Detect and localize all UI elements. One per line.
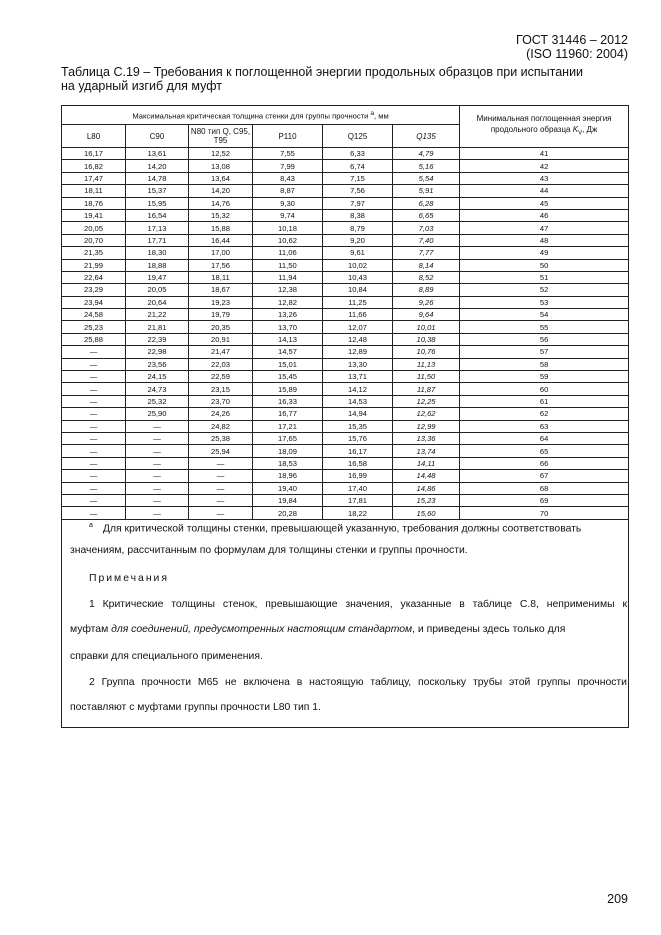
- energy-header-text: Минимальная поглощенная энергия продольного образца: [476, 114, 612, 135]
- table-cell: —: [62, 371, 126, 383]
- table-cell: 7,77: [393, 247, 460, 259]
- column-header-n80: N80 тип Q, C95, T95: [189, 125, 253, 148]
- page-number: 209: [607, 892, 628, 906]
- table-cell: 25,38: [189, 432, 253, 444]
- table-cell: 12,82: [253, 296, 323, 308]
- table-cell: 55: [460, 321, 629, 333]
- table-row: [62, 333, 629, 345]
- table-cell: 17,81: [323, 494, 393, 506]
- note1-line3: справки для специального применения.: [70, 651, 263, 662]
- table-row: [62, 358, 629, 370]
- table-cell: —: [189, 457, 253, 469]
- table-cell: 21,99: [62, 259, 126, 271]
- table-cell: 16,17: [323, 445, 393, 457]
- table-cell: —: [189, 494, 253, 506]
- table-cell: 13,64: [189, 172, 253, 184]
- table-cell: 16,54: [126, 209, 189, 221]
- table-row: [62, 494, 629, 506]
- table-cell: —: [62, 494, 126, 506]
- column-header-c90: C90: [126, 125, 189, 148]
- table-cell: 13,71: [323, 371, 393, 383]
- table-row: [62, 148, 629, 160]
- table-cell: 47: [460, 222, 629, 234]
- table-row: [62, 259, 629, 271]
- table-cell: 63: [460, 420, 629, 432]
- table-cell: 18,96: [253, 470, 323, 482]
- table-cell: 18,30: [126, 247, 189, 259]
- table-cell: 14,13: [253, 333, 323, 345]
- footnote-mark: а: [89, 522, 93, 529]
- table-cell: —: [126, 445, 189, 457]
- table-cell: 54: [460, 309, 629, 321]
- table-cell: 7,15: [323, 172, 393, 184]
- table-cell: 11,50: [253, 259, 323, 271]
- table-cell: —: [62, 420, 126, 432]
- table-cell: 41: [460, 148, 629, 160]
- column-header-q125: Q125: [323, 125, 393, 148]
- footnote-line2: значениям, рассчитанным по формулам для толщины стенки и группы прочности.: [70, 545, 468, 556]
- table-cell: 19,84: [253, 494, 323, 506]
- table-cell: 6,65: [393, 209, 460, 221]
- table-cell: 11,25: [323, 296, 393, 308]
- table-cell: 17,56: [189, 259, 253, 271]
- table-cell: 18,67: [189, 284, 253, 296]
- table-cell: 25,94: [189, 445, 253, 457]
- table-cell: 10,62: [253, 234, 323, 246]
- table-cell: 14,57: [253, 346, 323, 358]
- table-cell: 53: [460, 296, 629, 308]
- group-header-unit: , мм: [374, 111, 389, 121]
- table-cell: —: [126, 470, 189, 482]
- table-cell: 24,82: [189, 420, 253, 432]
- group-header-footnote: а: [370, 109, 375, 117]
- table-cell: 10,38: [393, 333, 460, 345]
- energy-column-header: [460, 106, 629, 148]
- table-cell: 15,45: [253, 371, 323, 383]
- table-cell: 70: [460, 507, 629, 519]
- table-row: [62, 209, 629, 221]
- table-cell: —: [189, 470, 253, 482]
- table-cell: 44: [460, 185, 629, 197]
- table-cell: 16,99: [323, 470, 393, 482]
- table-cell: —: [62, 470, 126, 482]
- table-cell: 12,38: [253, 284, 323, 296]
- table-cell: 17,21: [253, 420, 323, 432]
- table-cell: 21,81: [126, 321, 189, 333]
- table-cell: 14,53: [323, 395, 393, 407]
- table-cell: 8,43: [253, 172, 323, 184]
- table-cell: 19,40: [253, 482, 323, 494]
- table-cell: 66: [460, 457, 629, 469]
- table-title: [61, 65, 631, 93]
- table-cell: 50: [460, 259, 629, 271]
- table-cell: 15,37: [126, 185, 189, 197]
- table-cell: 68: [460, 482, 629, 494]
- table-row: [62, 408, 629, 420]
- table-cell: 9,20: [323, 234, 393, 246]
- table-cell: 17,65: [253, 432, 323, 444]
- table-row: [62, 470, 629, 482]
- table-cell: 23,94: [62, 296, 126, 308]
- table-row: [62, 247, 629, 259]
- table-cell: 18,09: [253, 445, 323, 457]
- table-cell: 12,99: [393, 420, 460, 432]
- table-row: [62, 383, 629, 395]
- note1-line2-a: муфтам: [70, 624, 112, 635]
- table-cell: 17,13: [126, 222, 189, 234]
- note2-line1: 2 Группа прочности М65 не включена в настоящую таблицу, поскольку трубы этой группы прочности: [89, 677, 627, 688]
- table-cell: 16,17: [62, 148, 126, 160]
- table-cell: 17,00: [189, 247, 253, 259]
- table-cell: 11,06: [253, 247, 323, 259]
- table-cell: —: [189, 482, 253, 494]
- table-cell: 23,29: [62, 284, 126, 296]
- table-row: [62, 371, 629, 383]
- table-cell: 9,64: [393, 309, 460, 321]
- table-row: [62, 271, 629, 283]
- note1-line1: 1 Критические толщины стенок, превышающие значения, указанные в таблице С.8, неприменимы к: [89, 599, 627, 610]
- table-cell: 61: [460, 395, 629, 407]
- table-cell: 20,91: [189, 333, 253, 345]
- table-cell: 5,16: [393, 160, 460, 172]
- table-cell: 60: [460, 383, 629, 395]
- table-cell: 16,82: [62, 160, 126, 172]
- table-cell: 22,64: [62, 271, 126, 283]
- table-cell: 25,23: [62, 321, 126, 333]
- table-row: [62, 172, 629, 184]
- table-cell: 7,55: [253, 148, 323, 160]
- table-cell: —: [126, 420, 189, 432]
- table-cell: 16,77: [253, 408, 323, 420]
- table-cell: 48: [460, 234, 629, 246]
- table-cell: —: [126, 432, 189, 444]
- table-cell: 15,88: [189, 222, 253, 234]
- table-cell: 19,23: [189, 296, 253, 308]
- table-cell: 7,97: [323, 197, 393, 209]
- table-cell: 20,05: [62, 222, 126, 234]
- table-cell: 15,23: [393, 494, 460, 506]
- table-cell: —: [126, 457, 189, 469]
- table-row: [62, 185, 629, 197]
- table-cell: 23,70: [189, 395, 253, 407]
- table-cell: 15,89: [253, 383, 323, 395]
- table-cell: 20,70: [62, 234, 126, 246]
- footnote: [89, 522, 581, 534]
- table-cell: 15,60: [393, 507, 460, 519]
- thickness-group-header: [62, 106, 460, 125]
- table-cell: 20,05: [126, 284, 189, 296]
- table-cell: 13,08: [189, 160, 253, 172]
- table-cell: 59: [460, 371, 629, 383]
- table-cell: 11,87: [393, 383, 460, 395]
- table-cell: 10,43: [323, 271, 393, 283]
- table-cell: 20,35: [189, 321, 253, 333]
- table-cell: 14,78: [126, 172, 189, 184]
- table-cell: 45: [460, 197, 629, 209]
- energy-var: K: [572, 125, 579, 135]
- table-cell: 18,88: [126, 259, 189, 271]
- table-row: [62, 507, 629, 519]
- table-cell: 8,52: [393, 271, 460, 283]
- table-cell: 22,03: [189, 358, 253, 370]
- table-cell: 15,01: [253, 358, 323, 370]
- table-row: [62, 445, 629, 457]
- table-cell: 7,56: [323, 185, 393, 197]
- table-cell: —: [62, 482, 126, 494]
- table-cell: 17,47: [62, 172, 126, 184]
- note1-line2-italic: для соединений, предусмотренных настоящим стандартом: [111, 624, 413, 635]
- table-cell: 9,30: [253, 197, 323, 209]
- table-cell: 21,22: [126, 309, 189, 321]
- energy-sub: V: [578, 130, 583, 137]
- table-cell: 13,36: [393, 432, 460, 444]
- table-cell: 22,98: [126, 346, 189, 358]
- table-cell: 16,44: [189, 234, 253, 246]
- table-row: [62, 346, 629, 358]
- table-cell: 13,26: [253, 309, 323, 321]
- document-header: [516, 33, 628, 61]
- table-cell: 14,48: [393, 470, 460, 482]
- table-cell: 64: [460, 432, 629, 444]
- table-cell: 10,84: [323, 284, 393, 296]
- table-row: [62, 284, 629, 296]
- table-cell: 25,88: [62, 333, 126, 345]
- table-cell: 7,40: [393, 234, 460, 246]
- table-cell: 56: [460, 333, 629, 345]
- table-cell: 21,35: [62, 247, 126, 259]
- table-cell: 8,87: [253, 185, 323, 197]
- table-cell: 17,71: [126, 234, 189, 246]
- table-cell: —: [62, 445, 126, 457]
- group-header-text: Максимальная критическая толщина стенки для группы прочности: [132, 111, 371, 121]
- table-cell: 46: [460, 209, 629, 221]
- table-cell: 7,03: [393, 222, 460, 234]
- table-row: [62, 420, 629, 432]
- table-cell: 19,47: [126, 271, 189, 283]
- table-cell: 12,25: [393, 395, 460, 407]
- table-cell: 14,20: [189, 185, 253, 197]
- table-cell: 7,99: [253, 160, 323, 172]
- table-cell: 69: [460, 494, 629, 506]
- table-cell: 67: [460, 470, 629, 482]
- table-cell: —: [62, 358, 126, 370]
- table-cell: —: [62, 346, 126, 358]
- table-cell: 16,58: [323, 457, 393, 469]
- table-cell: 12,89: [323, 346, 393, 358]
- table-cell: 18,53: [253, 457, 323, 469]
- table-cell: 20,64: [126, 296, 189, 308]
- energy-unit: , Дж: [582, 125, 598, 135]
- table-cell: 15,76: [323, 432, 393, 444]
- table-cell: 16,33: [253, 395, 323, 407]
- table-cell: 24,73: [126, 383, 189, 395]
- table-cell: 52: [460, 284, 629, 296]
- table-cell: —: [126, 494, 189, 506]
- table-cell: 13,61: [126, 148, 189, 160]
- table-row: [62, 234, 629, 246]
- table-cell: 25,90: [126, 408, 189, 420]
- table-cell: 9,61: [323, 247, 393, 259]
- table-cell: 14,12: [323, 383, 393, 395]
- table-cell: 18,11: [189, 271, 253, 283]
- table-cell: 5,91: [393, 185, 460, 197]
- table-cell: 14,94: [323, 408, 393, 420]
- table-cell: 23,56: [126, 358, 189, 370]
- table-cell: 23,15: [189, 383, 253, 395]
- table-cell: 8,79: [323, 222, 393, 234]
- note1-line2-c: , и приведены здесь только для: [412, 624, 566, 635]
- table-cell: 21,47: [189, 346, 253, 358]
- table-cell: 15,35: [323, 420, 393, 432]
- table-cell: 65: [460, 445, 629, 457]
- table-cell: 24,58: [62, 309, 126, 321]
- table-cell: 58: [460, 358, 629, 370]
- table-cell: 57: [460, 346, 629, 358]
- table-cell: 22,39: [126, 333, 189, 345]
- standard-number: ГОСТ 31446 – 2012: [516, 33, 628, 47]
- table-cell: 15,95: [126, 197, 189, 209]
- table-row: [62, 296, 629, 308]
- table-cell: 25,32: [126, 395, 189, 407]
- table-cell: —: [189, 507, 253, 519]
- note1-line2: [70, 624, 565, 635]
- table-cell: —: [62, 383, 126, 395]
- column-header-l80: L80: [62, 125, 126, 148]
- table-cell: 10,18: [253, 222, 323, 234]
- table-cell: 14,86: [393, 482, 460, 494]
- table-cell: 8,89: [393, 284, 460, 296]
- table-cell: 10,02: [323, 259, 393, 271]
- table-cell: 18,11: [62, 185, 126, 197]
- table-cell: 12,62: [393, 408, 460, 420]
- table-cell: 43: [460, 172, 629, 184]
- table-cell: 17,40: [323, 482, 393, 494]
- table-cell: 13,74: [393, 445, 460, 457]
- table-cell: —: [62, 457, 126, 469]
- table-cell: —: [62, 395, 126, 407]
- iso-reference: (ISO 11960: 2004): [526, 47, 628, 61]
- table-row: [62, 395, 629, 407]
- table-row: [62, 222, 629, 234]
- table-cell: —: [126, 507, 189, 519]
- table-cell: 19,79: [189, 309, 253, 321]
- table-title-line1: Таблица С.19 – Требования к поглощенной энергии продольных образцов при испытании: [61, 65, 584, 79]
- table-cell: 62: [460, 408, 629, 420]
- table-cell: 6,33: [323, 148, 393, 160]
- table-row: [62, 482, 629, 494]
- table-cell: 13,70: [253, 321, 323, 333]
- table-cell: 9,26: [393, 296, 460, 308]
- table-row: [62, 321, 629, 333]
- table-cell: 14,76: [189, 197, 253, 209]
- table-cell: 22,59: [189, 371, 253, 383]
- notes-heading: Примечания: [89, 573, 169, 584]
- table-cell: 10,01: [393, 321, 460, 333]
- table-row: [62, 309, 629, 321]
- table-cell: 12,07: [323, 321, 393, 333]
- column-header-q135: Q135: [393, 125, 460, 148]
- table-cell: 11,13: [393, 358, 460, 370]
- table-cell: 18,76: [62, 197, 126, 209]
- table-cell: —: [62, 408, 126, 420]
- table-cell: 12,48: [323, 333, 393, 345]
- table-cell: —: [62, 507, 126, 519]
- table-cell: 4,79: [393, 148, 460, 160]
- table-cell: 11,94: [253, 271, 323, 283]
- table-cell: 18,22: [323, 507, 393, 519]
- table-cell: 8,14: [393, 259, 460, 271]
- table-cell: 8,38: [323, 209, 393, 221]
- table-cell: 11,66: [323, 309, 393, 321]
- table-cell: 24,15: [126, 371, 189, 383]
- table-cell: 49: [460, 247, 629, 259]
- table-cell: 10,76: [393, 346, 460, 358]
- table-cell: 20,28: [253, 507, 323, 519]
- table-cell: 19,41: [62, 209, 126, 221]
- table-cell: 42: [460, 160, 629, 172]
- column-header-p110: P110: [253, 125, 323, 148]
- footnote-line1: Для критической толщины стенки, превышающей указанную, требования должны соответствовать: [102, 523, 582, 535]
- table-cell: 15,32: [189, 209, 253, 221]
- table-cell: 12,52: [189, 148, 253, 160]
- table-cell: 6,28: [393, 197, 460, 209]
- table-row: [62, 160, 629, 172]
- table-row: [62, 197, 629, 209]
- table-cell: 51: [460, 271, 629, 283]
- table-cell: —: [126, 482, 189, 494]
- note2-line2: поставляют с муфтами группы прочности L80 тип 1.: [70, 702, 321, 713]
- table-cell: 11,50: [393, 371, 460, 383]
- table-cell: 13,30: [323, 358, 393, 370]
- table-cell: 24,26: [189, 408, 253, 420]
- table-cell: 5,54: [393, 172, 460, 184]
- table-row: [62, 432, 629, 444]
- table-cell: 9,74: [253, 209, 323, 221]
- table-row: [62, 457, 629, 469]
- table-cell: —: [62, 432, 126, 444]
- table-cell: 14,20: [126, 160, 189, 172]
- table-title-line2: на ударный изгиб для муфт: [61, 79, 222, 93]
- table-cell: 14,11: [393, 457, 460, 469]
- table-cell: 6,74: [323, 160, 393, 172]
